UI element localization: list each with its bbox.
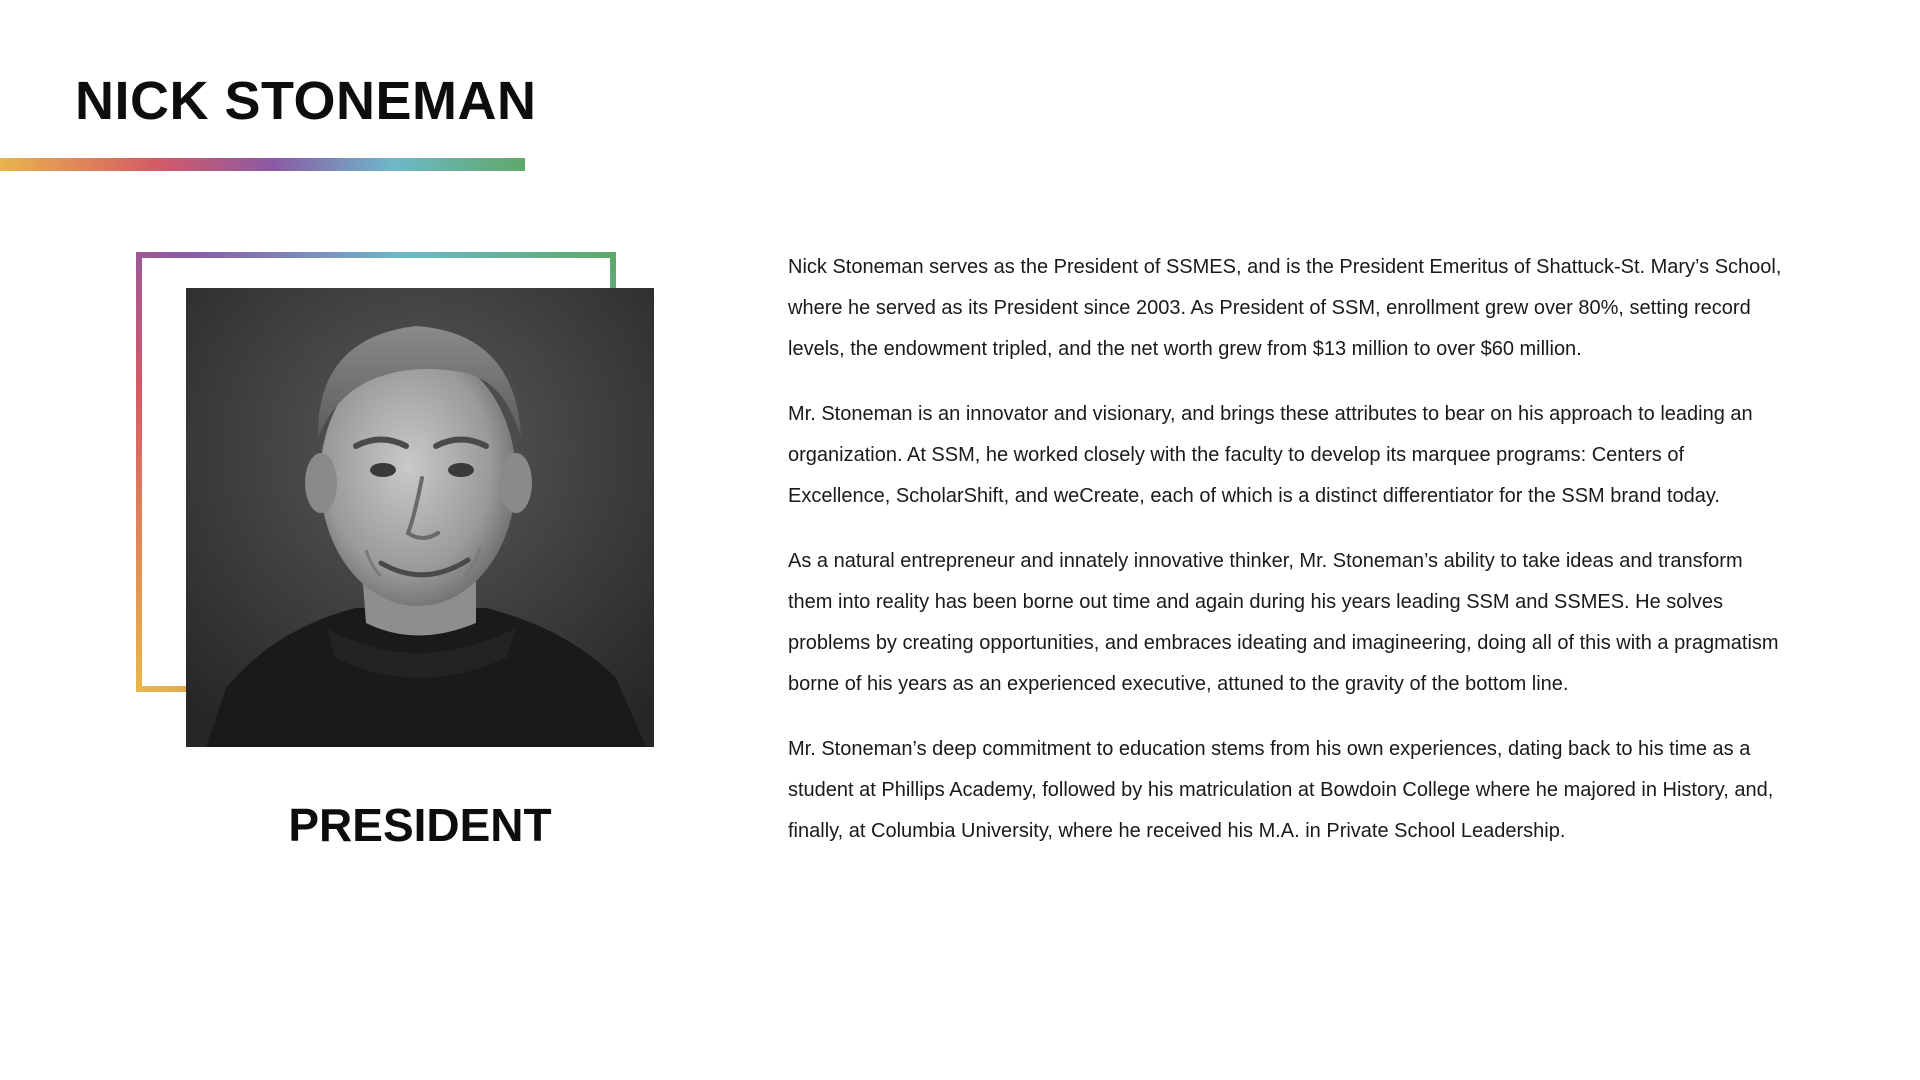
- bio-paragraph: Mr. Stoneman is an innovator and visionary, and brings these attributes to bear on his approach to leading an organization. At SSM, he worked closely with the faculty to develop its marquee programs: Centers of Excellence, ScholarShift, and weCreate, each of which is a distinct differentiator for the SSM brand today.: [788, 403, 1753, 507]
- bio-paragraph: As a natural entrepreneur and innately innovative thinker, Mr. Stoneman’s ability to take ideas and transform them into reality has been borne out time and again during his years leading SSM and SSMES. He solves problems by creating opportunities, and embraces ideating and imagineering, doing all of this with a pragmatism borne of his years as an experienced executive, attuned to the gravity of the bottom line.: [788, 550, 1779, 695]
- role-label: PRESIDENT: [288, 799, 552, 851]
- page-title: NICK STONEMAN: [75, 71, 537, 131]
- bio-paragraph: Mr. Stoneman’s deep commitment to education stems from his own experiences, dating back to his time as a student at Phillips Academy, followed by his matriculation at Bowdoin College where he majored in History, and, finally, at Columbia University, where he received his M.A. in Private School Leadership.: [788, 738, 1774, 842]
- portrait-photo: [186, 288, 654, 747]
- title-gradient-underline: [0, 158, 525, 171]
- bio-text: [788, 247, 1788, 876]
- bio-paragraph: Nick Stoneman serves as the President of SSMES, and is the President Emeritus of Shattuck-St. Mary’s School, where he served as its President since 2003. As President of SSM, enrollment grew over 80%, setting record levels, the endowment tripled, and the net worth grew from $13 million to over $60 million.: [788, 256, 1782, 360]
- portrait-photo-icon: [186, 288, 654, 747]
